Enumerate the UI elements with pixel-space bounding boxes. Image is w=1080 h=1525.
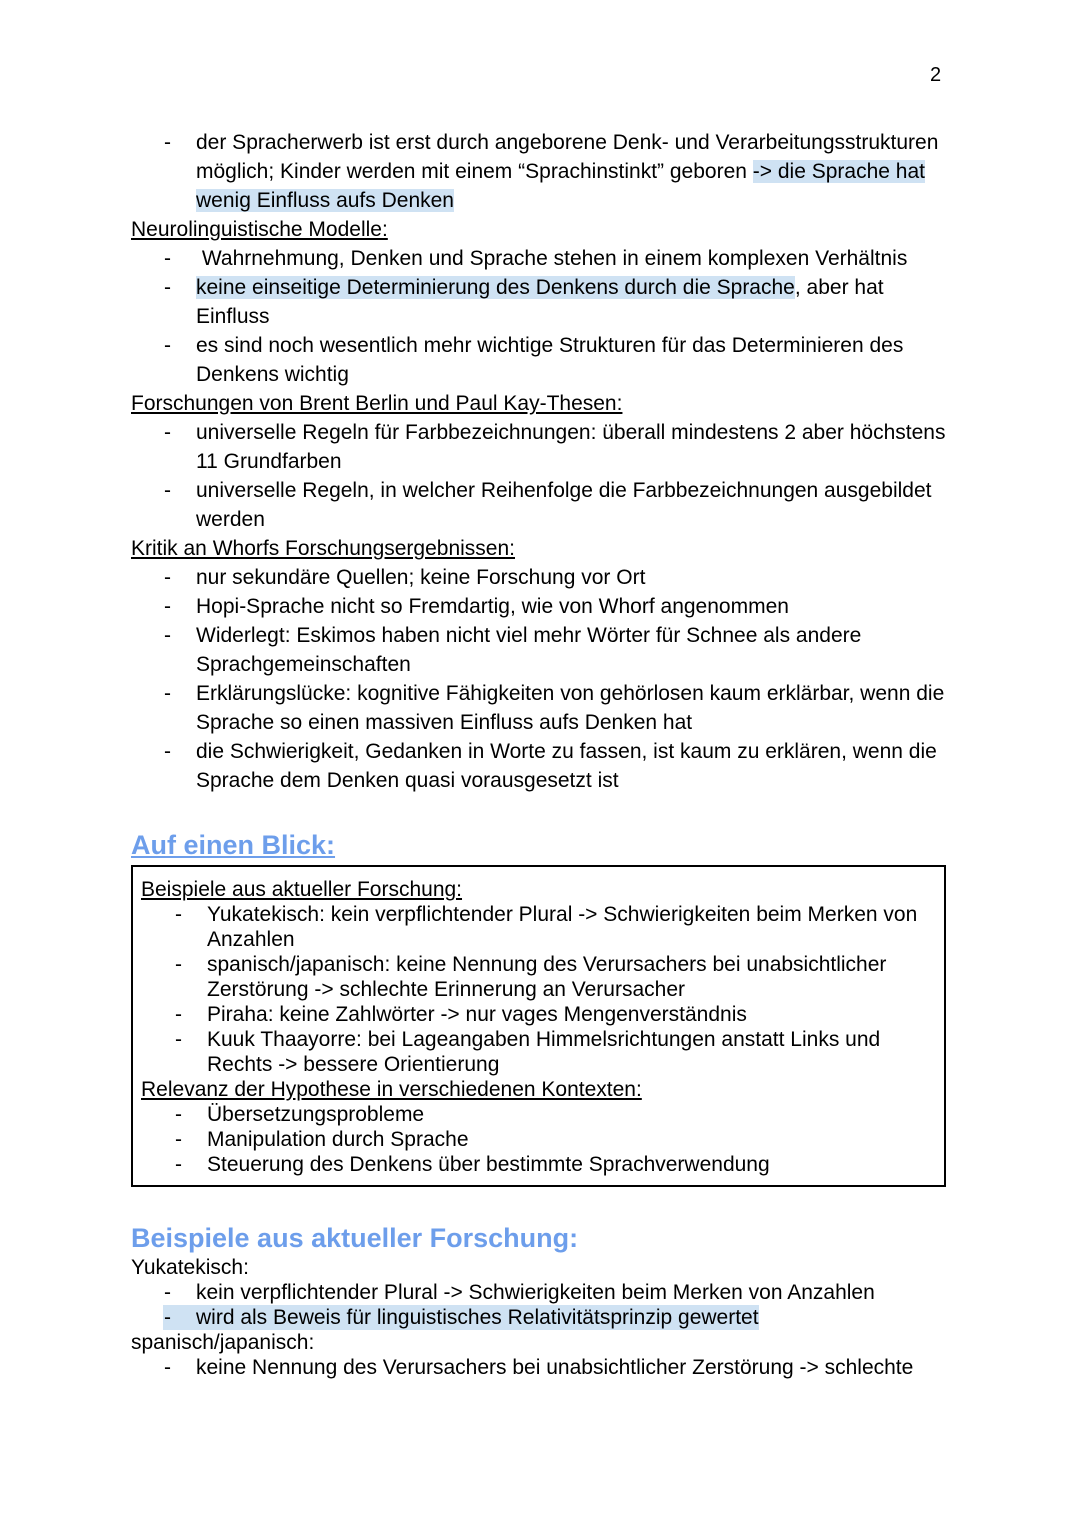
intro-list xyxy=(131,128,946,215)
list-item: - Hopi-Sprache nicht so Fremdartig, wie von Whorf angenommen xyxy=(131,592,946,621)
list-item: - Manipulation durch Sprache xyxy=(141,1127,936,1152)
box-heading-research: Beispiele aus aktueller Forschung: xyxy=(141,878,463,901)
box-heading-relevance: Relevanz der Hypothese in verschiedenen Kontexten: xyxy=(141,1078,642,1101)
berlin-kay-list xyxy=(131,418,946,534)
list-item: - universelle Regeln, in welcher Reihenfolge die Farbbezeichnungen ausgebildet werden xyxy=(131,476,946,534)
item-text: , aber hat Einfluss xyxy=(196,276,884,328)
list-item: - die Schwierigkeit, Gedanken in Worte zu fassen, ist kaum zu erklären, wenn die Sprache dem Denken quasi vorausgesetzt ist xyxy=(131,737,946,795)
list-item: - Steuerung des Denkens über bestimmte Sprachverwendung xyxy=(141,1152,936,1177)
page-number: 2 xyxy=(930,64,942,86)
highlighted-text: keine einseitige Determinierung des Denkens durch die Sprache xyxy=(196,276,795,299)
neuro-heading: Neurolinguistische Modelle: xyxy=(131,218,388,241)
kritik-heading: Kritik an Whorfs Forschungsergebnissen: xyxy=(131,537,515,560)
document-body xyxy=(131,128,946,1380)
spanisch-list xyxy=(131,1355,946,1380)
list-item: - Yukatekisch: kein verpflichtender Plural -> Schwierigkeiten beim Merken von Anzahlen xyxy=(141,902,936,952)
list-item: - Erklärungslücke: kognitive Fähigkeiten von gehörlosen kaum erklärbar, wenn die Sprache so einen massiven Einfluss aufs Denken hat xyxy=(131,679,946,737)
highlighted-text: -> die Sprache hat wenig Einfluss aufs Denken xyxy=(196,160,925,212)
neuro-list xyxy=(131,244,946,389)
list-item: - Piraha: keine Zahlwörter -> nur vages Mengenverständnis xyxy=(141,1002,936,1027)
yukatekisch-list xyxy=(131,1280,946,1330)
list-item xyxy=(131,331,946,389)
item-text: wird als Beweis für linguistisches Relativitätsprinzip gewertet xyxy=(196,1306,759,1329)
spanisch-heading: spanisch/japanisch: xyxy=(131,1331,315,1354)
list-item xyxy=(131,244,946,273)
list-item-highlighted xyxy=(131,1305,946,1330)
list-item: - nur sekundäre Quellen; keine Forschung vor Ort xyxy=(131,563,946,592)
box-research-list xyxy=(141,902,936,1077)
list-item: - kein verpflichtender Plural -> Schwierigkeiten beim Merken von Anzahlen xyxy=(131,1280,946,1305)
item-text: Wahrnehmung, Denken und Sprache stehen in einem komplexen Verhältnis xyxy=(196,247,908,270)
highlighted-text xyxy=(163,1305,759,1330)
examples-title: Beispiele aus aktueller Forschung: xyxy=(131,1223,579,1253)
list-item: - spanisch/japanisch: keine Nennung des Verursachers bei unabsichtlicher Zerstörung -> schlechte Erinnerung an Verursacher xyxy=(141,952,936,1002)
kritik-list xyxy=(131,563,946,795)
list-item xyxy=(131,273,946,331)
berlin-kay-heading: Forschungen von Brent Berlin und Paul Kay-Thesen: xyxy=(131,392,623,415)
list-item xyxy=(131,128,946,215)
list-item: - Widerlegt: Eskimos haben nicht viel mehr Wörter für Schnee als andere Sprachgemeinschaften xyxy=(131,621,946,679)
box-relevance-list xyxy=(141,1102,936,1177)
item-text: der Spracherwerb ist erst durch angeborene Denk- und Verarbeitungsstrukturen möglich; Kinder werden mit einem “Sprachinstinkt” geboren xyxy=(196,131,939,183)
yukatekisch-heading: Yukatekisch: xyxy=(131,1256,249,1279)
list-item: - Kuuk Thaayorre: bei Lageangaben Himmelsrichtungen anstatt Links und Rechts -> bessere Orientierung xyxy=(141,1027,936,1077)
summary-title: Auf einen Blick: xyxy=(131,830,336,860)
list-item: - universelle Regeln für Farbbezeichnungen: überall mindestens 2 aber höchstens 11 Grundfarben xyxy=(131,418,946,476)
list-item: - keine Nennung des Verursachers bei unabsichtlicher Zerstörung -> schlechte xyxy=(131,1355,946,1380)
list-item: - Übersetzungsprobleme xyxy=(141,1102,936,1127)
item-text: es sind noch wesentlich mehr wichtige Strukturen für das Determinieren des Denkens wichtig xyxy=(196,334,904,386)
summary-box xyxy=(131,865,946,1187)
